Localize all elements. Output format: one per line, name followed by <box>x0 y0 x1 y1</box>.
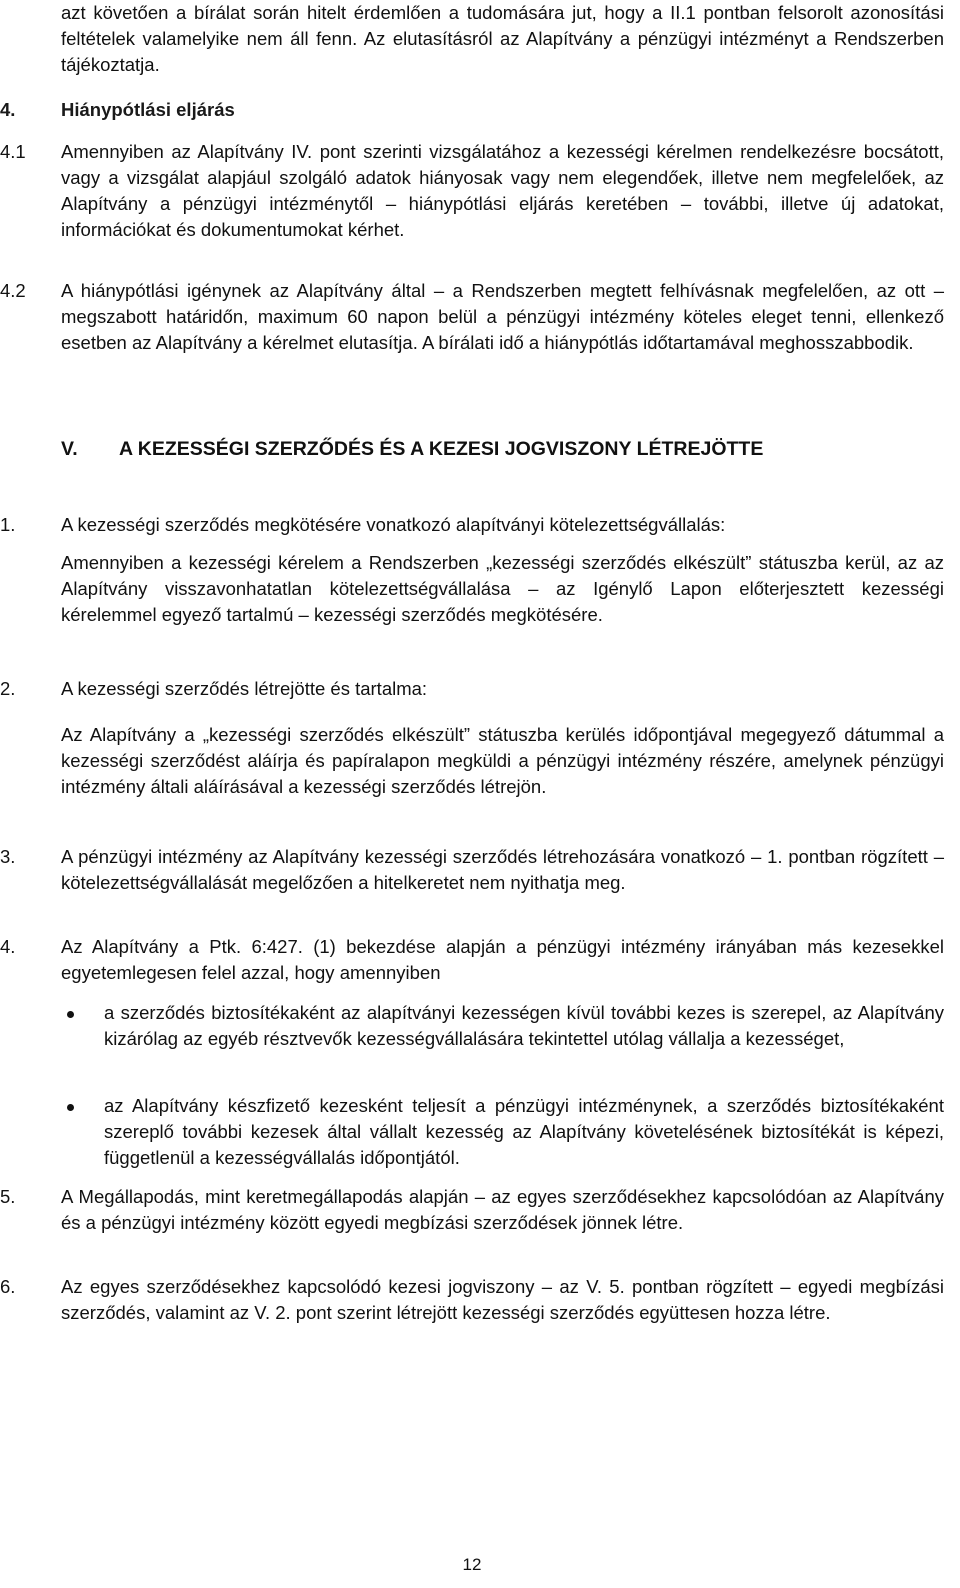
bullet-item <box>0 1093 944 1171</box>
item-5 <box>0 1184 944 1236</box>
section-4-number: 4. <box>0 99 16 120</box>
paragraph-4-2-number: 4.2 <box>0 280 26 301</box>
item-4-text: Az Alapítvány a Ptk. 6:427. (1) bekezdése alapján a pénzügyi intézmény irányában más kezesekkel egyetemlegesen felel azzal, hogy amennyiben <box>61 936 944 983</box>
item-6 <box>0 1274 944 1326</box>
item-1-number: 1. <box>0 514 16 535</box>
paragraph-4-1-text: Amennyiben az Alapítvány IV. pont szerinti vizsgálatához a kezességi kérelmen rendelkezésre bocsátott, vagy a vizsgálat alapjául szolgáló adatok hiányosak vagy nem elegendőek, illetve nem megfelelőek, az Alapítvány a pénzügyi intézménytől – hiánypótlási eljárás keretében – további, illetve új adatokat, információkat és dokumentumokat kérhet. <box>61 141 944 240</box>
paragraph-4-2 <box>0 278 944 356</box>
item-6-text: Az egyes szerződésekhez kapcsolódó kezesi jogviszony – az V. 5. pontban rögzített – egyedi megbízási szerződés, valamint az V. 2. pont szerint létrejött kezességi szerződés együttesen hozza létre. <box>61 1276 944 1323</box>
intro-paragraph: azt követően a bírálat során hitelt érdemlően a tudomására jut, hogy a II.1 pontban felsorolt azonosítási feltételek valamelyike nem áll fenn. Az elutasításról az Alapítvány a pénzügyi intézményt a Rendszerben tájékoztatja. <box>61 2 944 75</box>
chapter-v-number: V. <box>61 438 78 460</box>
item-3 <box>0 844 944 896</box>
section-4-title: Hiánypótlási eljárás <box>61 99 235 120</box>
item-4-number: 4. <box>0 936 16 957</box>
paragraph-4-1-number: 4.1 <box>0 141 26 162</box>
bullet-dot-icon <box>67 1104 74 1111</box>
item-2-body: Az Alapítvány a „kezességi szerződés elkészült” státuszba kerülés időpontjával megegyező dátummal a kezességi szerződést aláírja és papíralapon megküldi a pénzügyi intézmény részére, amelynek pénzügyi intézmény általi aláírásával a kezességi szerződés létrejön. <box>61 724 944 797</box>
bullet-item <box>0 1000 944 1052</box>
item-1-heading: A kezességi szerződés megkötésére vonatkozó alapítványi kötelezettségvállalás: <box>61 514 726 535</box>
item-1 <box>0 512 944 538</box>
item-2 <box>0 676 944 702</box>
chapter-v-title: A KEZESSÉGI SZERZŐDÉS ÉS A KEZESI JOGVISZONY LÉTREJÖTTE <box>119 438 764 460</box>
item-2-heading: A kezességi szerződés létrejötte és tartalma: <box>61 678 428 699</box>
item-3-number: 3. <box>0 846 16 867</box>
item-4 <box>0 934 944 986</box>
bullet-item-text: a szerződés biztosítékaként az alapítványi kezességen kívül további kezes is szerepel, az Alapítvány kizárólag az egyéb résztvevők kezességvállalására tekintettel utólag vállalja a kezességet, <box>104 1002 944 1049</box>
item-5-text: A Megállapodás, mint keretmegállapodás alapján – az egyes szerződésekhez kapcsolódóan az Alapítvány és a pénzügyi intézmény között egyedi megbízási szerződések jönnek létre. <box>61 1186 944 1233</box>
item-3-text: A pénzügyi intézmény az Alapítvány kezességi szerződés létrehozására vonatkozó – 1. pontban rögzített – kötelezettségvállalását megelőzően a hitelkeretet nem nyithatja meg. <box>61 846 944 893</box>
paragraph-4-1 <box>0 139 944 243</box>
paragraph-4-2-text: A hiánypótlási igénynek az Alapítvány által – a Rendszerben megtett felhívásnak megfelelően, az ott – megszabott határidőn, maximum 60 napon belül a pénzügyi intézmény köteles eleget tenni, ellenkező esetben az Alapítvány a kérelmet elutasítja. A bírálati idő a hiánypótlás időtartamával meghosszabbodik. <box>61 280 944 353</box>
page-number: 12 <box>462 1555 482 1574</box>
bullet-item-text: az Alapítvány készfizető kezesként teljesít a pénzügyi intézménynek, a szerződés biztosítékaként szereplő további kezesek által vállalt kezesség az Alapítvány követelésének biztosítékát is képezi, függetlenül a kezességvállalás időpontjától. <box>104 1095 944 1168</box>
item-1-body: Amennyiben a kezességi kérelem a Rendszerben „kezességi szerződés elkészült” státuszba kerül, az az Alapítvány visszavonhatatlan kötelezettségvállalása – az Igénylő Lapon előterjesztett kezességi kérelemmel egyező tartalmú – kezességi szerződés megkötésére. <box>61 552 944 625</box>
item-5-number: 5. <box>0 1186 16 1207</box>
item-6-number: 6. <box>0 1276 16 1297</box>
bullet-dot-icon <box>67 1011 74 1018</box>
item-2-number: 2. <box>0 678 16 699</box>
section-4-heading <box>0 97 944 123</box>
